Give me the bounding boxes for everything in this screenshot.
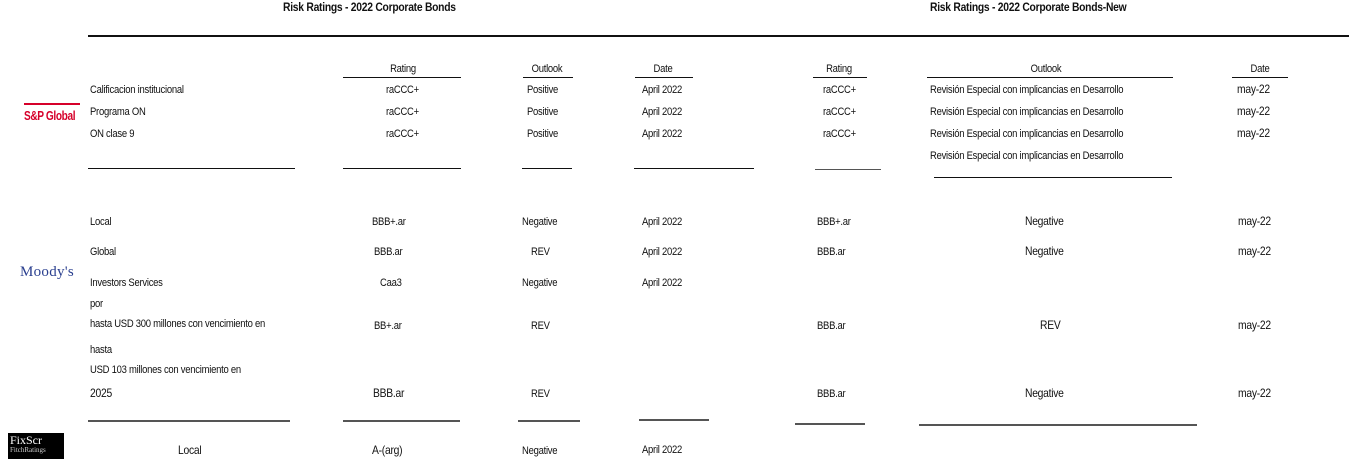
moodys-row-rating: Caa3 bbox=[380, 277, 402, 289]
moodys-row-label: por bbox=[90, 298, 103, 310]
sp-row-date: April 2022 bbox=[642, 106, 683, 118]
moodys-row-label: Global bbox=[90, 246, 116, 258]
sp-row-new-date: may-22 bbox=[1237, 82, 1270, 96]
sp-row-date: April 2022 bbox=[642, 128, 683, 140]
col-outlook-underline bbox=[523, 77, 573, 78]
sp-row-outlook: Positive bbox=[527, 84, 559, 96]
moodys-row-new-outlook: Negative bbox=[1025, 214, 1064, 228]
sp-row-new-rating: raCCC+ bbox=[823, 128, 856, 140]
sp-row-rating: raCCC+ bbox=[386, 128, 419, 140]
sp-extra-outlook: Revisión Especial con implicancias en Desarrollo bbox=[930, 150, 1124, 162]
fix-row-rating: A-(arg) bbox=[372, 443, 403, 457]
sp-row-rating: raCCC+ bbox=[386, 84, 419, 96]
moodys-row-label: Investors Services bbox=[90, 277, 163, 289]
sp-row-new-rating: raCCC+ bbox=[823, 84, 856, 96]
sp-global-logo: S&P Global bbox=[24, 108, 76, 123]
moodys-row-rating: BBB.ar bbox=[373, 386, 405, 400]
moodys-row-new-rating: BBB+.ar bbox=[817, 216, 851, 228]
sp-row-label: Calificacion institucional bbox=[90, 84, 184, 96]
moodys-divider bbox=[919, 424, 1197, 426]
col-outlook: Outlook bbox=[531, 63, 563, 75]
left-table-title: Risk Ratings - 2022 Corporate Bonds bbox=[283, 0, 456, 14]
sp-divider bbox=[634, 168, 754, 169]
moodys-row-rating: BBB+.ar bbox=[372, 216, 406, 228]
fix-row-outlook: Negative bbox=[522, 445, 558, 457]
col-rating: Rating bbox=[390, 63, 416, 75]
sp-row-label: Programa ON bbox=[90, 106, 146, 118]
col-new-outlook: Outlook bbox=[1030, 63, 1062, 75]
moodys-row-new-rating: BBB.ar bbox=[817, 246, 846, 258]
col-new-outlook-underline bbox=[927, 77, 1173, 78]
col-new-rating-underline bbox=[813, 77, 867, 78]
sp-row-new-outlook: Revisión Especial con implicancias en Desarrollo bbox=[930, 84, 1124, 96]
sp-row-outlook: Positive bbox=[527, 106, 559, 118]
moodys-divider bbox=[88, 420, 290, 422]
sp-divider bbox=[815, 169, 881, 170]
col-date: Date bbox=[653, 63, 673, 75]
moodys-row-new-date: may-22 bbox=[1238, 386, 1271, 400]
sp-row-label: ON clase 9 bbox=[90, 128, 135, 140]
col-new-rating: Rating bbox=[826, 63, 852, 75]
moodys-row-outlook: REV bbox=[531, 246, 550, 258]
moodys-row-outlook: REV bbox=[531, 388, 550, 400]
fix-scr-logo bbox=[8, 433, 64, 459]
sp-logo-bar bbox=[24, 103, 80, 105]
sp-row-new-date: may-22 bbox=[1237, 126, 1270, 140]
fix-scr-logo-text: FixScr bbox=[10, 433, 43, 447]
sp-divider bbox=[88, 168, 295, 169]
moodys-row-outlook: Negative bbox=[522, 216, 558, 228]
moodys-row-new-outlook: Negative bbox=[1025, 386, 1064, 400]
sp-row-new-outlook: Revisión Especial con implicancias en Desarrollo bbox=[930, 106, 1124, 118]
col-rating-underline bbox=[343, 77, 461, 78]
moodys-row-rating: BBB.ar bbox=[374, 246, 403, 258]
moodys-row-new-rating: BBB.ar bbox=[817, 320, 846, 332]
moodys-row-label: Local bbox=[90, 216, 112, 228]
moodys-row-new-date: may-22 bbox=[1238, 214, 1271, 228]
moodys-divider bbox=[343, 420, 460, 422]
col-date-underline bbox=[635, 77, 693, 78]
moodys-logo: Moody's bbox=[20, 264, 74, 280]
moodys-row-new-outlook: Negative bbox=[1025, 244, 1064, 258]
moodys-divider bbox=[639, 419, 709, 421]
moodys-row-date: April 2022 bbox=[642, 277, 683, 289]
sp-row-new-rating: raCCC+ bbox=[823, 106, 856, 118]
moodys-row-new-rating: BBB.ar bbox=[817, 388, 846, 400]
moodys-row-new-outlook: REV bbox=[1040, 318, 1061, 332]
sp-row-new-outlook: Revisión Especial con implicancias en Desarrollo bbox=[930, 128, 1124, 140]
fix-row-label: Local bbox=[178, 443, 202, 457]
sp-row-outlook: Positive bbox=[527, 128, 559, 140]
moodys-row-label: hasta bbox=[90, 344, 112, 356]
sp-row-rating: raCCC+ bbox=[386, 106, 419, 118]
moodys-row-label: USD 103 millones con vencimiento en bbox=[90, 364, 241, 376]
moodys-row-label: hasta USD 300 millones con vencimiento en bbox=[90, 318, 266, 330]
sp-divider bbox=[343, 168, 461, 169]
moodys-row-rating: BB+.ar bbox=[374, 320, 402, 332]
col-new-date-underline bbox=[1232, 77, 1288, 78]
header-divider bbox=[88, 35, 1349, 37]
moodys-divider bbox=[518, 420, 580, 422]
sp-row-new-date: may-22 bbox=[1237, 104, 1270, 118]
col-new-date: Date bbox=[1250, 63, 1270, 75]
sp-divider bbox=[522, 168, 572, 169]
moodys-row-outlook: Negative bbox=[522, 277, 558, 289]
moodys-row-label: 2025 bbox=[90, 386, 112, 400]
moodys-row-new-date: may-22 bbox=[1238, 244, 1271, 258]
moodys-row-outlook: REV bbox=[531, 320, 550, 332]
fix-row-date: April 2022 bbox=[642, 444, 683, 456]
fix-scr-logo-subtext: FitchRatings bbox=[10, 446, 46, 454]
sp-divider bbox=[934, 177, 1172, 178]
moodys-row-date: April 2022 bbox=[642, 246, 683, 258]
moodys-row-date: April 2022 bbox=[642, 216, 683, 228]
moodys-divider bbox=[795, 423, 865, 425]
moodys-row-new-date: may-22 bbox=[1238, 318, 1271, 332]
sp-row-date: April 2022 bbox=[642, 84, 683, 96]
right-table-title: Risk Ratings - 2022 Corporate Bonds-New bbox=[930, 0, 1127, 14]
